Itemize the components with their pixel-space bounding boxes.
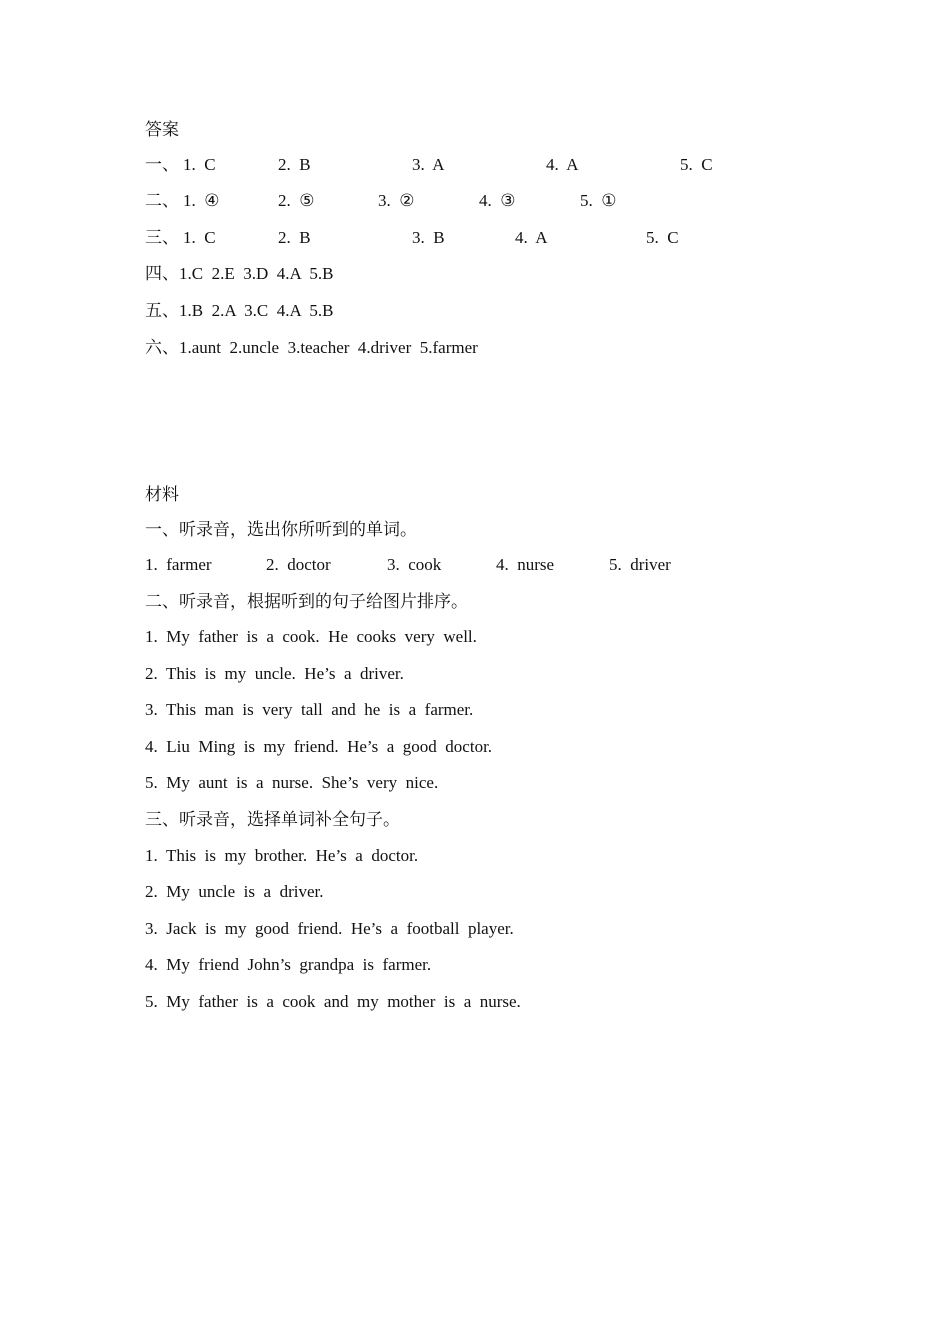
answer-row-3-item-4: 4. A (515, 228, 548, 247)
answer-row-1-item-5: 5. C (680, 155, 713, 174)
section-1-word-4: 4. nurse (496, 555, 555, 574)
answer-row-3-item-2: 2. B (278, 228, 311, 247)
section-3-title: 三、听录音，选择单词补全句子。 (145, 810, 400, 829)
section-3-line-4: 4. My friend John’s grandpa is farmer. (145, 955, 432, 974)
answer-row-5: 五、1.B 2.A 3.C 4.A 5.B (145, 301, 334, 320)
answer-row-1-item-1: 1. C (183, 155, 216, 174)
material-heading: 材料 (145, 485, 179, 504)
section-3-line-1: 1. This is my brother. He’s a doctor. (145, 846, 419, 865)
section-1-words (145, 555, 745, 575)
answer-row-3 (145, 228, 745, 248)
answer-row-2-item-5: 5. ① (580, 191, 617, 210)
answer-row-3-prefix: 三、 (145, 228, 179, 247)
answer-row-1-item-3: 3. A (412, 155, 445, 174)
section-2-line-2: 2. This is my uncle. He’s a driver. (145, 664, 404, 683)
answer-row-3-item-3: 3. B (412, 228, 445, 247)
answer-row-2-item-2: 2. ⑤ (278, 191, 315, 210)
answer-row-1-item-4: 4. A (546, 155, 579, 174)
section-2-title: 二、听录音，根据听到的句子给图片排序。 (145, 592, 468, 611)
section-3-line-3: 3. Jack is my good friend. He’s a football player. (145, 919, 514, 938)
section-2-line-3: 3. This man is very tall and he is a farmer. (145, 700, 474, 719)
section-3-line-5: 5. My father is a cook and my mother is a nurse. (145, 992, 521, 1011)
answer-row-2 (145, 191, 745, 211)
answer-row-3-item-5: 5. C (646, 228, 679, 247)
answer-row-4: 四、1.C 2.E 3.D 4.A 5.B (145, 264, 334, 283)
answers-heading: 答案 (145, 120, 179, 139)
section-3-line-2: 2. My uncle is a driver. (145, 882, 324, 901)
answer-row-6: 六、1.aunt 2.uncle 3.teacher 4.driver 5.farmer (145, 338, 478, 357)
answer-row-2-prefix: 二、 (145, 191, 179, 210)
section-1-word-1: 1. farmer (145, 555, 212, 574)
answer-row-1 (145, 155, 745, 175)
answer-row-1-item-2: 2. B (278, 155, 311, 174)
section-1-word-3: 3. cook (387, 555, 442, 574)
answer-row-2-item-3: 3. ② (378, 191, 415, 210)
answer-row-3-item-1: 1. C (183, 228, 216, 247)
section-1-word-5: 5. driver (609, 555, 671, 574)
answer-row-1-prefix: 一、 (145, 155, 179, 174)
section-2-line-1: 1. My father is a cook. He cooks very well. (145, 627, 477, 646)
section-2-line-5: 5. My aunt is a nurse. She’s very nice. (145, 773, 439, 792)
section-2-line-4: 4. Liu Ming is my friend. He’s a good doctor. (145, 737, 493, 756)
section-1-title: 一、听录音，选出你所听到的单词。 (145, 520, 417, 539)
section-1-word-2: 2. doctor (266, 555, 331, 574)
answer-row-2-item-4: 4. ③ (479, 191, 516, 210)
answer-row-2-item-1: 1. ④ (183, 191, 220, 210)
